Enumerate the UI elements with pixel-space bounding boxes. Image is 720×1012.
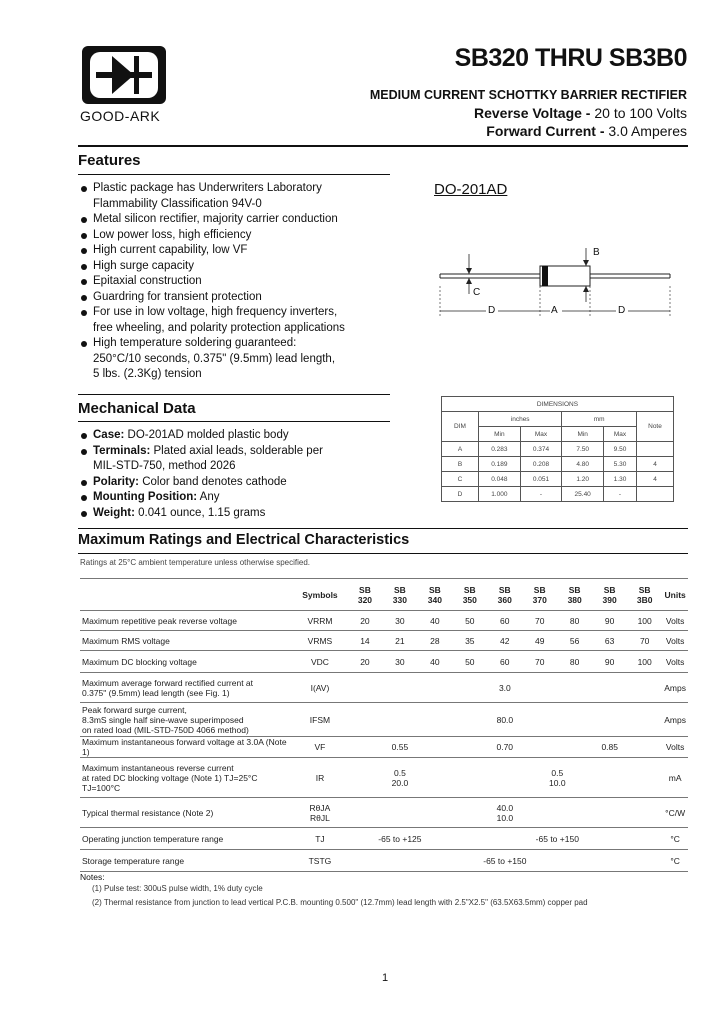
dimension-row <box>442 472 674 487</box>
features-rule <box>78 174 390 175</box>
company-logo <box>80 44 168 106</box>
logo-text: GOOD-ARK <box>80 108 161 124</box>
inches-header: inches <box>479 412 562 427</box>
value-cell: 49 <box>522 631 557 651</box>
param-cell: Maximum average forward rectified current at 0.375" (9.5mm) lead length (see Fig. 1) <box>80 673 292 703</box>
value-cell: 40 <box>417 611 452 631</box>
mechanical-item: Mounting Position: Any <box>80 490 400 506</box>
mechanical-item-label: Mounting Position: <box>93 491 198 503</box>
dimension-cell: - <box>604 487 637 502</box>
ratings-row <box>80 828 688 850</box>
ratings-bottom-rule <box>78 553 688 554</box>
feature-item: Guardring for transient protection <box>80 290 400 306</box>
mechanical-item-label: Terminals: <box>93 444 151 457</box>
unit-cell: Volts <box>662 631 688 651</box>
mechanical-item-label: Case: <box>93 429 125 441</box>
value-cell: 70 <box>627 631 662 651</box>
param-cell: Peak forward surge current, 8.3mS single half sine-wave superimposed on rated load (MIL-STD-750D 4066 method) <box>80 703 292 737</box>
note-2: (2) Thermal resistance from junction to lead vertical P.C.B. mounting 0.500" (12.7mm) lead length with 2.5"X2.5" (63.5X63.5mm) copper pad <box>92 898 588 907</box>
ratings-row <box>80 758 688 798</box>
part-header: SB 340 <box>417 579 452 611</box>
value-cell: 0.55 <box>347 737 452 758</box>
ratings-row <box>80 703 688 737</box>
value-cell: 56 <box>557 631 592 651</box>
unit-cell: Volts <box>662 651 688 673</box>
unit-cell: °C <box>662 850 688 872</box>
feature-item: High surge capacity <box>80 259 400 275</box>
symbol-cell: VDC <box>292 651 347 673</box>
ratings-row <box>80 798 688 828</box>
ratings-top-rule <box>78 528 688 529</box>
value-cell: 0.70 <box>452 737 557 758</box>
units-header: Units <box>662 579 688 611</box>
dimension-cell: D <box>442 487 479 502</box>
ratings-row <box>80 737 688 758</box>
value-cell: 50 <box>452 611 487 631</box>
dimension-cell: A <box>442 442 479 457</box>
inches-max-header: Max <box>520 427 562 442</box>
dimension-cell: 9.50 <box>604 442 637 457</box>
ratings-row <box>80 651 688 673</box>
symbol-cell: RθJA RθJL <box>292 798 347 828</box>
dimensions-title: DIMENSIONS <box>442 397 674 412</box>
unit-cell: Amps <box>662 703 688 737</box>
feature-item: Metal silicon rectifier, majority carrier conduction <box>80 212 400 228</box>
value-cell: 30 <box>382 651 417 673</box>
forward-current <box>486 123 687 139</box>
feature-item: free wheeling, and polarity protection applications <box>93 321 345 334</box>
value-cell: 0.5 20.0 <box>347 758 452 798</box>
product-subtitle: MEDIUM CURRENT SCHOTTKY BARRIER RECTIFIER <box>369 88 687 102</box>
mechanical-title: Mechanical Data <box>78 400 196 417</box>
dim-label-b: B <box>593 247 600 258</box>
reverse-voltage-value: 20 to 100 Volts <box>594 105 687 121</box>
page-number: 1 <box>382 972 389 984</box>
feature-item: Plastic package has Underwriters Laboratory <box>80 181 400 197</box>
dimension-cell: 4 <box>637 472 674 487</box>
param-cell: Typical thermal resistance (Note 2) <box>80 798 292 828</box>
forward-current-value: 3.0 Amperes <box>608 123 687 139</box>
symbol-cell: IR <box>292 758 347 798</box>
dimension-cell: 4 <box>637 457 674 472</box>
dimension-cell: B <box>442 457 479 472</box>
unit-cell: Amps <box>662 673 688 703</box>
dimension-cell: 0.374 <box>520 442 562 457</box>
dimension-cell: 1.000 <box>479 487 521 502</box>
value-cell: 70 <box>522 651 557 673</box>
note-1: (1) Pulse test: 300uS pulse width, 1% duty cycle <box>92 884 263 893</box>
part-header: SB 330 <box>382 579 417 611</box>
value-cell: 80.0 <box>347 703 662 737</box>
param-cell: Maximum instantaneous reverse current at rated DC blocking voltage (Note 1) TJ=25°C TJ=100°C <box>80 758 292 798</box>
header-rule <box>78 145 688 147</box>
dim-label-a: A <box>551 305 558 316</box>
note-header: Note <box>637 412 674 442</box>
value-cell: 100 <box>627 611 662 631</box>
dim-label-d-left: D <box>488 305 496 316</box>
symbol-cell: TSTG <box>292 850 347 872</box>
dimension-cell: 1.20 <box>562 472 604 487</box>
value-cell: 21 <box>382 631 417 651</box>
mechanical-item: MIL-STD-750, method 2026 <box>93 460 236 472</box>
value-cell: 90 <box>592 611 627 631</box>
symbol-cell: VF <box>292 737 347 758</box>
value-cell: 100 <box>627 651 662 673</box>
dimension-cell <box>637 442 674 457</box>
value-cell: 63 <box>592 631 627 651</box>
dimension-cell: 25.40 <box>562 487 604 502</box>
dimension-row <box>442 487 674 502</box>
dimension-cell: 0.283 <box>479 442 521 457</box>
package-name: DO-201AD <box>434 181 508 198</box>
ratings-row <box>80 631 688 651</box>
forward-current-label: Forward Current - <box>486 123 605 139</box>
value-cell: 60 <box>487 611 522 631</box>
dimension-cell: 0.189 <box>479 457 521 472</box>
reverse-voltage <box>474 105 687 121</box>
param-cell: Maximum DC blocking voltage <box>80 651 292 673</box>
unit-cell: °C/W <box>662 798 688 828</box>
mm-min-header: Min <box>562 427 604 442</box>
value-cell: 60 <box>487 651 522 673</box>
ratings-row <box>80 850 688 872</box>
dimension-row <box>442 442 674 457</box>
value-cell: 40 <box>417 651 452 673</box>
dimension-cell: 4.80 <box>562 457 604 472</box>
mechanical-item: Polarity: Color band denotes cathode <box>80 475 400 491</box>
part-title: SB320 THRU SB3B0 <box>454 44 687 72</box>
dimension-cell: 7.50 <box>562 442 604 457</box>
param-cell: Operating junction temperature range <box>80 828 292 850</box>
feature-item: Epitaxial construction <box>80 274 400 290</box>
value-cell: -65 to +150 <box>452 828 662 850</box>
value-cell: 0.85 <box>557 737 662 758</box>
ratings-title: Maximum Ratings and Electrical Characteristics <box>78 532 410 548</box>
feature-item: For use in low voltage, high frequency inverters, <box>80 305 400 321</box>
feature-item: 250°C/10 seconds, 0.375" (9.5mm) lead length, <box>93 352 336 365</box>
dimension-cell: 0.208 <box>520 457 562 472</box>
value-cell: 20 <box>347 651 382 673</box>
dimension-cell: 0.048 <box>479 472 521 487</box>
features-list <box>80 181 400 383</box>
param-cell: Storage temperature range <box>80 850 292 872</box>
value-cell: 50 <box>452 651 487 673</box>
mechanical-item-label: Polarity: <box>93 475 140 488</box>
ratings-table <box>80 578 688 872</box>
dim-label-d-right: D <box>618 305 626 316</box>
param-cell: Maximum repetitive peak reverse voltage <box>80 611 292 631</box>
feature-item: 5 lbs. (2.3Kg) tension <box>93 368 202 380</box>
mechanical-rule-bottom <box>78 421 390 422</box>
value-cell: 90 <box>592 651 627 673</box>
part-header: SB 360 <box>487 579 522 611</box>
dimension-cell: C <box>442 472 479 487</box>
dimension-cell: 5.30 <box>604 457 637 472</box>
dim-label-c: C <box>473 287 481 298</box>
reverse-voltage-label: Reverse Voltage - <box>474 105 591 121</box>
param-cell: Maximum instantaneous forward voltage at 3.0A (Note 1) <box>80 737 292 758</box>
ratings-header-row <box>80 579 688 611</box>
value-cell: 40.0 10.0 <box>347 798 662 828</box>
dim-header: DIM <box>442 412 479 442</box>
symbol-cell: TJ <box>292 828 347 850</box>
value-cell: 20 <box>347 611 382 631</box>
ratings-row <box>80 673 688 703</box>
ratings-note: Ratings at 25°C ambient temperature unless otherwise specified. <box>80 558 310 567</box>
value-cell: 80 <box>557 651 592 673</box>
value-cell: 14 <box>347 631 382 651</box>
ratings-row <box>80 611 688 631</box>
notes-title: Notes: <box>80 872 105 882</box>
feature-item: High temperature soldering guaranteed: <box>80 336 400 352</box>
part-header: SB 390 <box>592 579 627 611</box>
feature-item: Low power loss, high efficiency <box>80 228 400 244</box>
mm-header: mm <box>562 412 637 427</box>
value-cell: 3.0 <box>347 673 662 703</box>
value-cell: -65 to +150 <box>347 850 662 872</box>
feature-item: High current capability, low VF <box>80 243 400 259</box>
dimension-row <box>442 457 674 472</box>
symbol-cell: I(AV) <box>292 673 347 703</box>
mechanical-list <box>80 428 400 521</box>
param-cell: Maximum RMS voltage <box>80 631 292 651</box>
param-header-cell <box>80 579 292 611</box>
value-cell: 35 <box>452 631 487 651</box>
feature-item: Flammability Classification 94V-0 <box>93 197 262 210</box>
dimension-cell: 0.051 <box>520 472 562 487</box>
dimensions-table <box>441 396 674 502</box>
part-header: SB 370 <box>522 579 557 611</box>
features-title: Features <box>78 152 141 169</box>
unit-cell: Volts <box>662 611 688 631</box>
mechanical-item: Weight: 0.041 ounce, 1.15 grams <box>80 506 400 522</box>
part-header: SB 3B0 <box>627 579 662 611</box>
mechanical-item: Terminals: Plated axial leads, solderable per <box>80 444 400 460</box>
value-cell: 70 <box>522 611 557 631</box>
part-header: SB 320 <box>347 579 382 611</box>
mechanical-rule <box>78 394 390 395</box>
symbol-cell: IFSM <box>292 703 347 737</box>
dimensions-body <box>442 442 674 502</box>
part-header: SB 350 <box>452 579 487 611</box>
unit-cell: Volts <box>662 737 688 758</box>
dimension-cell <box>637 487 674 502</box>
part-header: SB 380 <box>557 579 592 611</box>
value-cell: 28 <box>417 631 452 651</box>
mechanical-item-label: Weight: <box>93 506 135 519</box>
value-cell: 30 <box>382 611 417 631</box>
value-cell: 42 <box>487 631 522 651</box>
dimension-cell: - <box>520 487 562 502</box>
symbol-cell: VRRM <box>292 611 347 631</box>
mechanical-item: Case: DO-201AD molded plastic body <box>80 428 400 444</box>
symbols-header: Symbols <box>292 579 347 611</box>
inches-min-header: Min <box>479 427 521 442</box>
value-cell: 80 <box>557 611 592 631</box>
dimension-cell: 1.30 <box>604 472 637 487</box>
value-cell: -65 to +125 <box>347 828 452 850</box>
value-cell: 0.5 10.0 <box>452 758 662 798</box>
symbol-cell: VRMS <box>292 631 347 651</box>
unit-cell: mA <box>662 758 688 798</box>
diode-logo-icon <box>80 44 168 106</box>
mm-max-header: Max <box>604 427 637 442</box>
unit-cell: °C <box>662 828 688 850</box>
